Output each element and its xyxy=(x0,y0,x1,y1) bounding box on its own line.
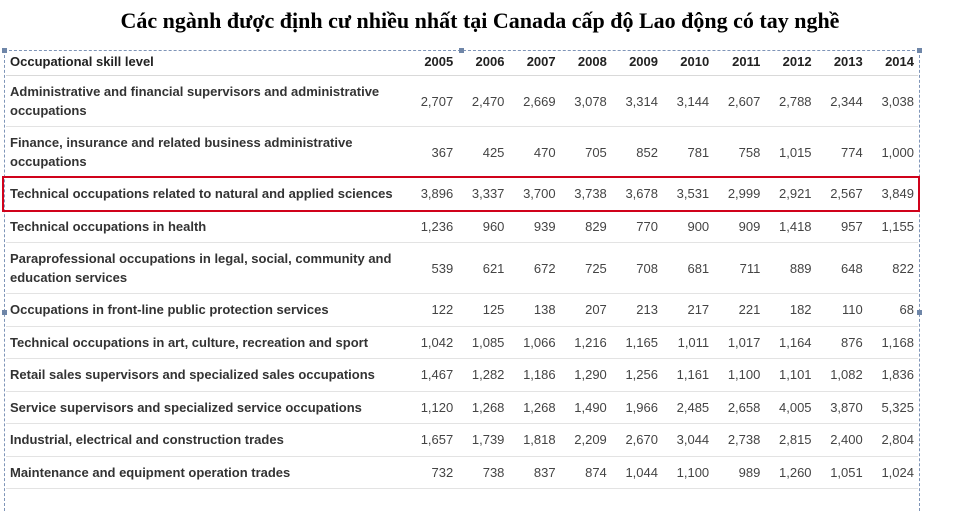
table-cell-value: 3,678 xyxy=(611,178,662,211)
table-cell-value: 1,085 xyxy=(457,326,508,359)
table-row xyxy=(6,127,918,178)
table-cell-value: 732 xyxy=(406,456,457,489)
row-label: Retail sales supervisors and specialized sales occupations xyxy=(6,359,406,392)
row-label: Administrative and financial supervisors and administrative occupations xyxy=(6,76,406,127)
table-cell-value: 2,567 xyxy=(816,178,867,211)
row-label: Service supervisors and specialized service occupations xyxy=(6,391,406,424)
table-header-row xyxy=(6,47,918,76)
page-title: Các ngành được định cư nhiều nhất tại Canada cấp độ Lao động có tay nghề xyxy=(120,8,840,33)
column-header-year: 2007 xyxy=(508,47,559,76)
table-cell-value: 1,000 xyxy=(867,127,918,178)
table-cell-value: 3,738 xyxy=(560,178,611,211)
table-cell-value: 1,024 xyxy=(867,456,918,489)
table-row xyxy=(6,76,918,127)
table-cell-value: 781 xyxy=(662,127,713,178)
table-cell-value: 1,042 xyxy=(406,326,457,359)
table-cell-value: 5,325 xyxy=(867,391,918,424)
table-cell-value: 2,670 xyxy=(611,424,662,457)
table-cell-value: 1,268 xyxy=(457,391,508,424)
table-cell-value: 3,700 xyxy=(508,178,559,211)
table-cell-value: 3,038 xyxy=(867,76,918,127)
table-cell-value: 1,015 xyxy=(764,127,815,178)
table-cell-value: 3,896 xyxy=(406,178,457,211)
table-row xyxy=(6,326,918,359)
table-cell-value: 648 xyxy=(816,243,867,294)
table-cell-value: 874 xyxy=(560,456,611,489)
table-cell-value: 213 xyxy=(611,294,662,327)
column-header-year: 2012 xyxy=(764,47,815,76)
table-cell-value: 939 xyxy=(508,210,559,243)
table-cell-value: 110 xyxy=(816,294,867,327)
row-label: Technical occupations in art, culture, recreation and sport xyxy=(6,326,406,359)
table-cell-value: 122 xyxy=(406,294,457,327)
table-cell-value: 2,485 xyxy=(662,391,713,424)
row-label: Maintenance and equipment operation trades xyxy=(6,456,406,489)
table-cell-value: 2,658 xyxy=(713,391,764,424)
column-header-year: 2014 xyxy=(867,47,918,76)
column-header-year: 2006 xyxy=(457,47,508,76)
table-cell-value: 425 xyxy=(457,127,508,178)
table-cell-value: 1,051 xyxy=(816,456,867,489)
table-cell-value: 2,707 xyxy=(406,76,457,127)
occupation-table xyxy=(6,47,918,489)
table-cell-value: 539 xyxy=(406,243,457,294)
table-cell-value: 1,268 xyxy=(508,391,559,424)
table-cell-value: 1,818 xyxy=(508,424,559,457)
table-cell-value: 3,849 xyxy=(867,178,918,211)
table-cell-value: 960 xyxy=(457,210,508,243)
table-cell-value: 900 xyxy=(662,210,713,243)
table-cell-value: 1,256 xyxy=(611,359,662,392)
table-cell-value: 1,418 xyxy=(764,210,815,243)
table-cell-value: 3,531 xyxy=(662,178,713,211)
table-cell-value: 1,290 xyxy=(560,359,611,392)
table-cell-value: 125 xyxy=(457,294,508,327)
table-cell-value: 1,161 xyxy=(662,359,713,392)
table-cell-value: 2,470 xyxy=(457,76,508,127)
table-cell-value: 837 xyxy=(508,456,559,489)
table-cell-value: 2,344 xyxy=(816,76,867,127)
table-cell-value: 621 xyxy=(457,243,508,294)
table-cell-value: 3,870 xyxy=(816,391,867,424)
table-cell-value: 1,100 xyxy=(662,456,713,489)
table-cell-value: 207 xyxy=(560,294,611,327)
table-cell-value: 2,788 xyxy=(764,76,815,127)
table-cell-value: 182 xyxy=(764,294,815,327)
table-cell-value: 1,216 xyxy=(560,326,611,359)
table-cell-value: 1,101 xyxy=(764,359,815,392)
table-row xyxy=(6,456,918,489)
table-cell-value: 876 xyxy=(816,326,867,359)
column-header-year: 2009 xyxy=(611,47,662,76)
table-row xyxy=(6,210,918,243)
table-cell-value: 705 xyxy=(560,127,611,178)
column-header-year: 2013 xyxy=(816,47,867,76)
table-cell-value: 957 xyxy=(816,210,867,243)
table-cell-value: 2,999 xyxy=(713,178,764,211)
table-cell-value: 1,236 xyxy=(406,210,457,243)
table-cell-value: 1,120 xyxy=(406,391,457,424)
table-cell-value: 1,017 xyxy=(713,326,764,359)
table-cell-value: 822 xyxy=(867,243,918,294)
table-cell-value: 738 xyxy=(457,456,508,489)
table-cell-value: 708 xyxy=(611,243,662,294)
table-cell-value: 852 xyxy=(611,127,662,178)
table-cell-value: 2,921 xyxy=(764,178,815,211)
table-cell-value: 1,155 xyxy=(867,210,918,243)
table-cell-value: 1,739 xyxy=(457,424,508,457)
table-row xyxy=(6,243,918,294)
table-cell-value: 470 xyxy=(508,127,559,178)
table-cell-value: 1,467 xyxy=(406,359,457,392)
table-cell-value: 1,966 xyxy=(611,391,662,424)
table-cell-value: 758 xyxy=(713,127,764,178)
table-cell-value: 4,005 xyxy=(764,391,815,424)
table-cell-value: 774 xyxy=(816,127,867,178)
column-header-year: 2011 xyxy=(713,47,764,76)
table-cell-value: 1,066 xyxy=(508,326,559,359)
table-row xyxy=(6,294,918,327)
table-cell-value: 68 xyxy=(867,294,918,327)
table-cell-value: 672 xyxy=(508,243,559,294)
table-cell-value: 889 xyxy=(764,243,815,294)
table-cell-value: 2,669 xyxy=(508,76,559,127)
table-cell-value: 217 xyxy=(662,294,713,327)
column-header-year: 2008 xyxy=(560,47,611,76)
table-cell-value: 3,044 xyxy=(662,424,713,457)
table-cell-value: 1,165 xyxy=(611,326,662,359)
table-row xyxy=(6,359,918,392)
table-cell-value: 1,168 xyxy=(867,326,918,359)
table-cell-value: 909 xyxy=(713,210,764,243)
table-cell-value: 3,337 xyxy=(457,178,508,211)
table-cell-value: 1,100 xyxy=(713,359,764,392)
row-label: Paraprofessional occupations in legal, social, community and education services xyxy=(6,243,406,294)
table-cell-value: 1,186 xyxy=(508,359,559,392)
table-cell-value: 770 xyxy=(611,210,662,243)
table-cell-value: 2,804 xyxy=(867,424,918,457)
table-cell-value: 2,815 xyxy=(764,424,815,457)
table-row xyxy=(6,391,918,424)
row-label: Industrial, electrical and construction trades xyxy=(6,424,406,457)
table-cell-value: 2,607 xyxy=(713,76,764,127)
table-cell-value: 829 xyxy=(560,210,611,243)
table-cell-value: 3,144 xyxy=(662,76,713,127)
table-cell-value: 3,314 xyxy=(611,76,662,127)
column-header-skill-level: Occupational skill level xyxy=(6,47,406,76)
table-cell-value: 1,836 xyxy=(867,359,918,392)
table-cell-value: 3,078 xyxy=(560,76,611,127)
table-cell-value: 989 xyxy=(713,456,764,489)
table-row xyxy=(6,424,918,457)
row-label: Finance, insurance and related business administrative occupations xyxy=(6,127,406,178)
row-label: Technical occupations in health xyxy=(6,210,406,243)
table-cell-value: 725 xyxy=(560,243,611,294)
table-cell-value: 367 xyxy=(406,127,457,178)
table-cell-value: 1,282 xyxy=(457,359,508,392)
table-cell-value: 1,657 xyxy=(406,424,457,457)
table-cell-value: 221 xyxy=(713,294,764,327)
table-cell-value: 2,400 xyxy=(816,424,867,457)
column-header-year: 2005 xyxy=(406,47,457,76)
table-cell-value: 1,011 xyxy=(662,326,713,359)
table-cell-value: 711 xyxy=(713,243,764,294)
table-cell-value: 138 xyxy=(508,294,559,327)
table-cell-value: 1,082 xyxy=(816,359,867,392)
table-cell-value: 681 xyxy=(662,243,713,294)
table-row xyxy=(6,178,918,211)
table-cell-value: 1,260 xyxy=(764,456,815,489)
table-cell-value: 1,044 xyxy=(611,456,662,489)
row-label: Occupations in front-line public protection services xyxy=(6,294,406,327)
table-cell-value: 1,164 xyxy=(764,326,815,359)
table-cell-value: 2,738 xyxy=(713,424,764,457)
table-cell-value: 1,490 xyxy=(560,391,611,424)
row-label: Technical occupations related to natural and applied sciences xyxy=(6,178,406,211)
column-header-year: 2010 xyxy=(662,47,713,76)
table-cell-value: 2,209 xyxy=(560,424,611,457)
